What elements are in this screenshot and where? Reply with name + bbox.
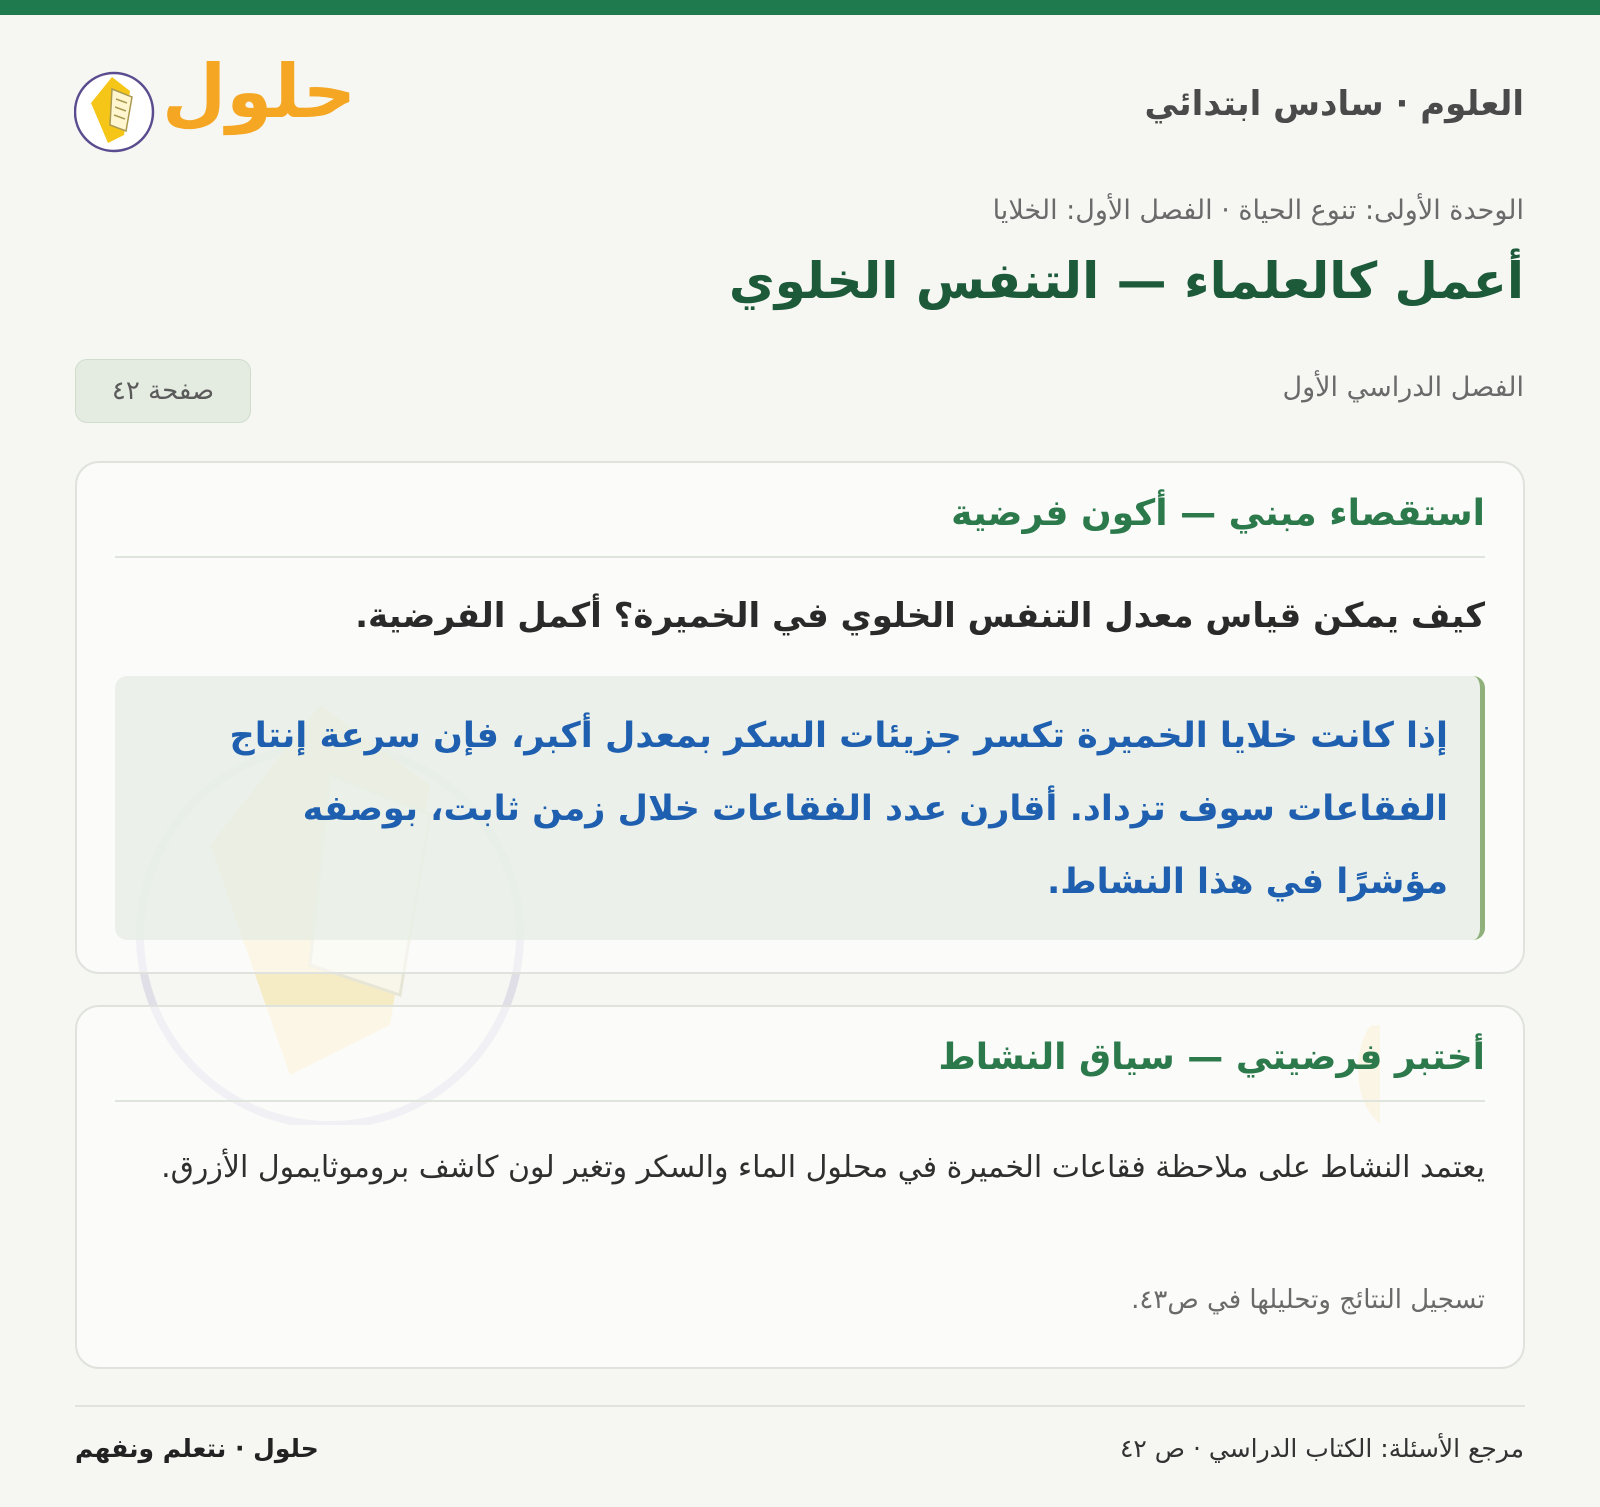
logo-text: حلول [162, 49, 357, 135]
answer-box [115, 676, 1485, 940]
breadcrumb: الوحدة الأولى: تنوع الحياة · الفصل الأول: الخلايا [992, 195, 1524, 226]
footer-divider [75, 1405, 1525, 1407]
activity-context-text: يعتمد النشاط على ملاحظة فقاعات الخميرة في محلول الماء والسكر وتغير لون كاشف بروموثايمول الأزرق. [161, 1150, 1485, 1185]
footer-reference: مرجع الأسئلة: الكتاب الدراسي · ص ٤٢ [1119, 1434, 1524, 1463]
footer-brand[interactable]: حلول · نتعلم ونفهم [75, 1434, 319, 1463]
activity-context-card [75, 1005, 1525, 1369]
semester-label: الفصل الدراسي الأول [1282, 372, 1524, 403]
answer-text: إذا كانت خلايا الخميرة تكسر جزيئات السكر بمعدل أكبر، فإن سرعة إنتاج الفقاعات سوف تزداد. أقارن عدد الفقاعات خلال زمن ثابت، بوصفه مؤشرًا في هذا النشاط. [229, 716, 1448, 902]
site-logo[interactable] [74, 49, 357, 160]
page-badge: صفحة ٤٢ [75, 359, 251, 423]
results-note: تسجيل النتائج وتحليلها في ص٤٣. [1131, 1285, 1485, 1315]
top-accent-bar [0, 0, 1600, 15]
hypothesis-card [75, 461, 1525, 974]
hypothesis-card-heading: استقصاء مبني — أكون فرضية [115, 493, 1485, 558]
page-title: أعمل كالعلماء — التنفس الخلوي [728, 252, 1524, 310]
activity-card-heading: أختبر فرضيتي — سياق النشاط [115, 1037, 1485, 1102]
subject-title: العلوم · سادس ابتدائي [1144, 84, 1524, 124]
question-text: كيف يمكن قياس معدل التنفس الخلوي في الخميرة؟ أكمل الفرضية. [355, 596, 1485, 636]
